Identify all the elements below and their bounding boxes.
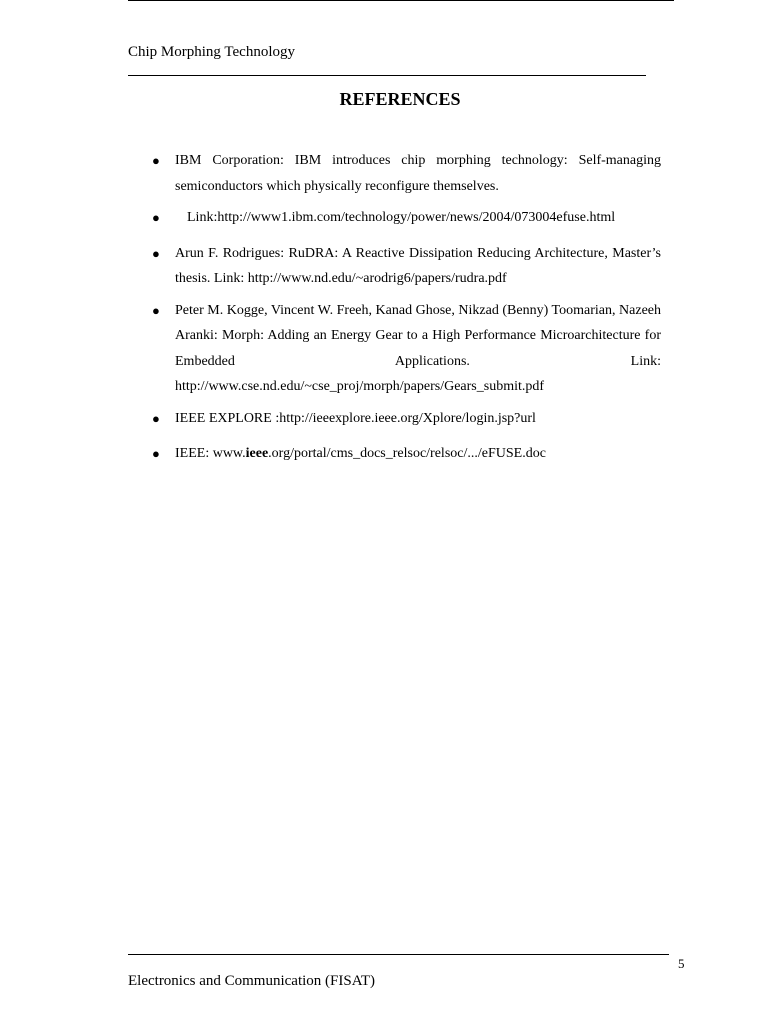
top-rule	[128, 0, 674, 1]
reference-text-suffix: .org/portal/cms_docs_relsoc/relsoc/.../eFUSE.doc	[268, 446, 546, 461]
reference-text: Arun F. Rodrigues: RuDRA: A Reactive Dissipation Reducing Architecture, Master’s thesis. Link: http://www.nd.edu/~arodrig6/papers/rudra.pdf	[175, 245, 661, 286]
section-title: REFERENCES	[339, 89, 461, 109]
reference-item	[152, 406, 661, 432]
reference-item	[152, 241, 661, 292]
footer-rule	[128, 954, 669, 955]
bullet-icon: ●	[152, 302, 160, 318]
reference-text: Peter M. Kogge, Vincent W. Freeh, Kanad Ghose, Nikzad (Benny) Toomarian, Nazeeh Aranki: Morph: Adding an Energy Gear to a High Performance Microarchitecture for Embedded Applications. Link: http://www.cse.nd.edu/~cse_proj/morph/papers/Gears_submit.pdf	[175, 302, 661, 394]
bullet-icon: ●	[152, 153, 160, 168]
running-header: Chip Morphing Technology	[128, 44, 295, 60]
reference-item	[152, 298, 661, 400]
reference-text: IBM Corporation: IBM introduces chip morphing technology: Self-managing semiconductors which physically reconfigure themselves.	[175, 153, 661, 194]
bullet-icon: ●	[152, 245, 160, 261]
reference-text: Link:http://www1.ibm.com/technology/power/news/2004/073004efuse.html	[187, 210, 616, 225]
reference-text-bold: ieee	[245, 446, 269, 461]
page-number: 5	[678, 956, 685, 971]
reference-item	[152, 441, 661, 467]
header-rule	[128, 75, 646, 76]
running-footer: Electronics and Communication (FISAT)	[128, 973, 376, 989]
bullet-icon: ●	[152, 210, 160, 225]
reference-list	[152, 148, 661, 473]
reference-item	[152, 205, 661, 231]
reference-text-prefix: IEEE: www.	[175, 446, 246, 461]
reference-text: IEEE EXPLORE :http://ieeexplore.ieee.org/Xplore/login.jsp?url	[175, 410, 536, 426]
reference-item	[152, 148, 661, 199]
bullet-icon: ●	[152, 410, 160, 426]
bullet-icon: ●	[152, 446, 160, 461]
